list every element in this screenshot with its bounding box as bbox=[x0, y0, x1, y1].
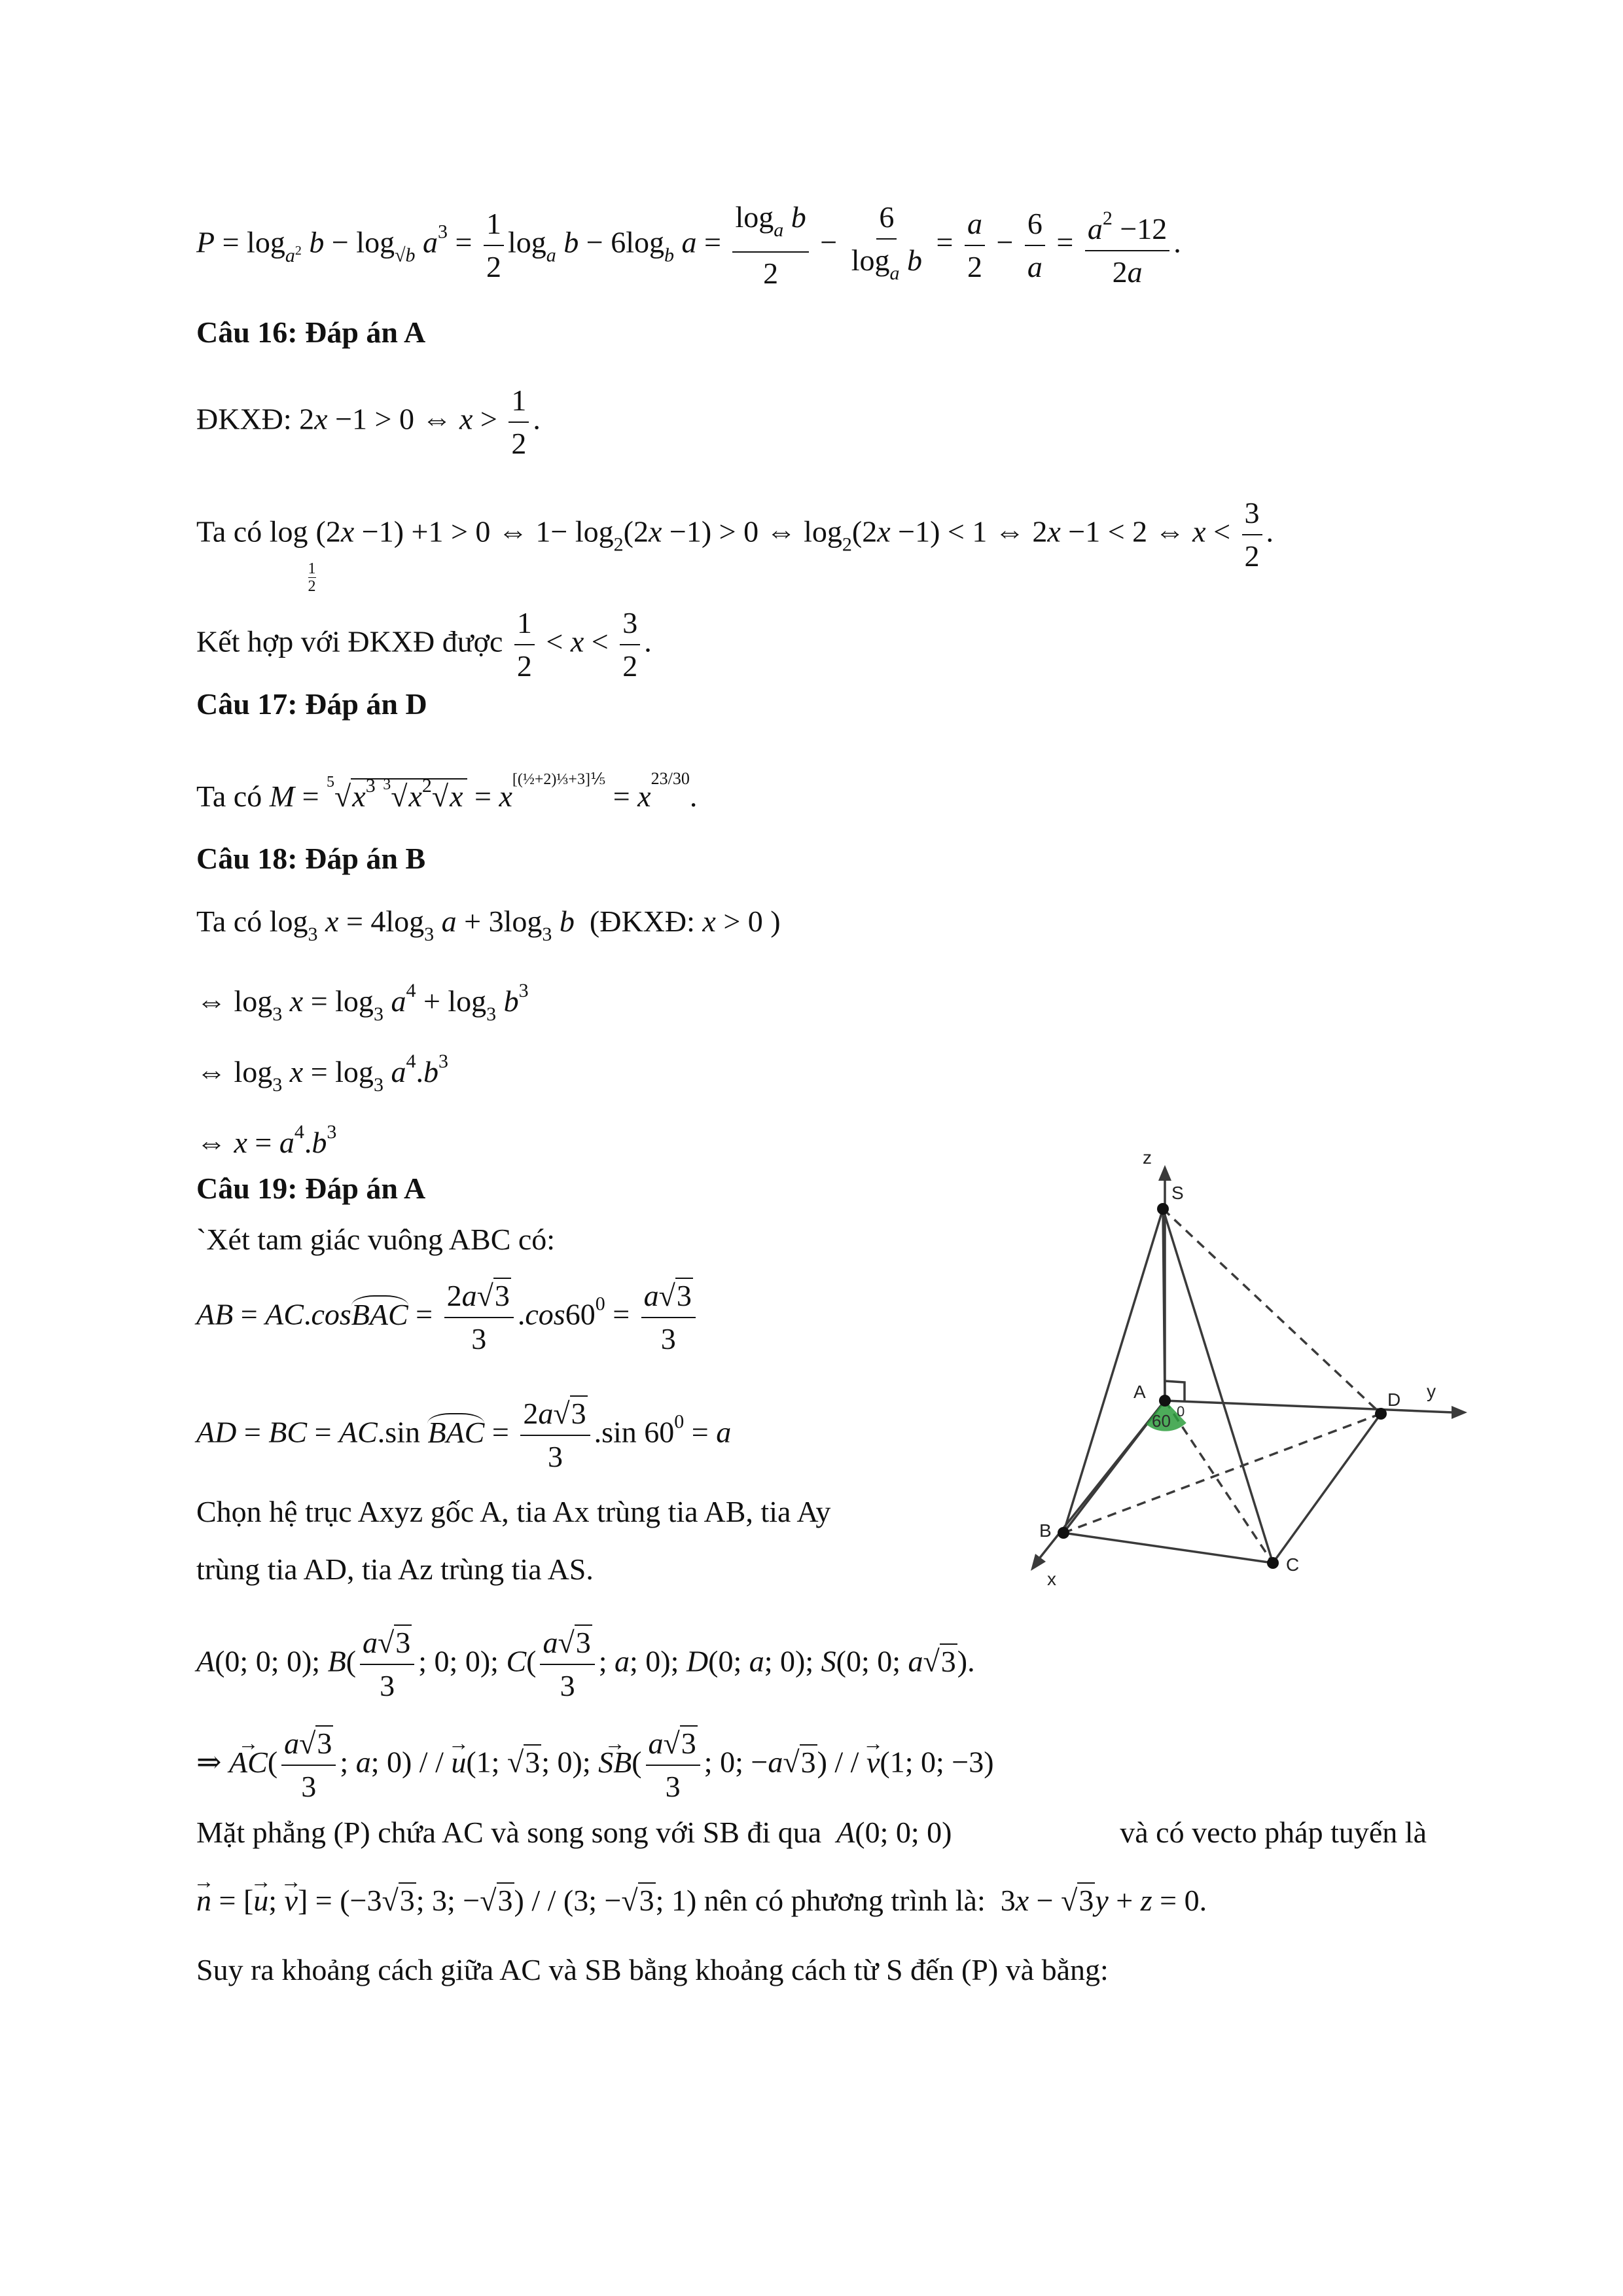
q19-ab-expression: AB = AC.cosBAC = $\frac{2a√3}{3}$ $.\cos 60^0$ = $\frac{a√3}{3}$ bbox=[196, 1275, 700, 1360]
label-a: A bbox=[1133, 1382, 1146, 1402]
angle-degree-label: 0 bbox=[1177, 1403, 1185, 1420]
q17-title: Câu 17: Đáp án D bbox=[196, 687, 427, 721]
label-c: C bbox=[1286, 1554, 1300, 1575]
q16-inequality: Ta có log $_{\frac{1}{2}}$ (2x −1) +1 > 0 ⇔ $1- \log_2(2x -1) > 0$ ⇔ $\log_2(2x -1) < 1$ ⇔ 2x −1 < 2 ⇔ x < $\frac{3}{2}$ . bbox=[196, 492, 1274, 595]
label-y: y bbox=[1427, 1381, 1436, 1401]
q19-title: Câu 19: Đáp án A bbox=[196, 1172, 426, 1205]
pyramid-figure bbox=[995, 1139, 1479, 1597]
q16-title: Câu 16: Đáp án A bbox=[196, 315, 426, 349]
edge-sc bbox=[1163, 1209, 1273, 1563]
label-x: x bbox=[1047, 1569, 1056, 1589]
edge-bd bbox=[1063, 1414, 1381, 1533]
label-b: B bbox=[1039, 1520, 1052, 1541]
q19-normal-line: → n = [→ u; → v] = (−3√3; 3; −√3) / / (3; −√3; 1) nên có phương trình là: 3x − √3y + z = 0. bbox=[196, 1881, 1207, 1920]
point-d bbox=[1375, 1408, 1387, 1420]
label-z: z bbox=[1143, 1147, 1152, 1168]
x-axis-arrowhead bbox=[1031, 1554, 1046, 1571]
q19-vectors: ⇒ → AC( $\frac{a√3}{3}$ ; a; 0) / / → u(1; √3; 0); → SB( $\frac{a√3}{3}$ ; 0; −a√3) / / → v(1; 0; −3) bbox=[196, 1723, 994, 1808]
q16-combine-label: Kết hợp với ĐKXĐ được bbox=[196, 624, 503, 658]
q17-expression: Ta có $M = ^5√x^3$ $^3√x^2√x = x^{[(\frac{1}{2}+2)\frac{1}{3}+3]\frac{1}{5}} = x^{23/30}$. bbox=[196, 769, 698, 813]
label-s: S bbox=[1171, 1183, 1184, 1203]
edge-sb bbox=[1063, 1209, 1163, 1533]
q17-ta-co: Ta có bbox=[196, 780, 262, 813]
label-d: D bbox=[1387, 1390, 1401, 1410]
figure-lines bbox=[1031, 1165, 1467, 1571]
q19-plane-line1-a: Mặt phẳng (P) chứa AC và song song với SB đi qua bbox=[196, 1816, 822, 1849]
point-a bbox=[1159, 1395, 1171, 1407]
point-b bbox=[1058, 1527, 1069, 1539]
point-c bbox=[1267, 1557, 1279, 1569]
q18-line1: Ta có $\log_3 x = 4\log_3$ $a + 3\log_3$ b (ĐKXĐ: x > 0 ) bbox=[196, 905, 781, 945]
q19-normal-text: nên có phương trình là: bbox=[704, 1884, 986, 1917]
q16-dkxd: ĐKXĐ: 2x −1 > 0 ⇔ x > $\frac{1}{2}$ . bbox=[196, 380, 541, 465]
q16-combine: Kết hợp với ĐKXĐ được $\frac{1}{2}$ < x < $\frac{3}{2}$ . bbox=[196, 602, 652, 687]
q18-line2: ⇔ $\log_3 x = \log_3 a^4 + \log_3 b^3$ bbox=[196, 980, 529, 1025]
q18-ta-co: Ta có bbox=[196, 905, 262, 938]
q19-axes-line2: trùng tia AD, tia Az trùng tia AS. bbox=[196, 1552, 594, 1586]
edge-bc bbox=[1063, 1533, 1273, 1563]
q16-ta-co: Ta có bbox=[196, 514, 262, 548]
y-axis bbox=[1165, 1401, 1453, 1412]
angle-label: 60 bbox=[1152, 1411, 1171, 1431]
q18-line4: ⇔ $x = a^4.b^3$ bbox=[196, 1121, 337, 1159]
point-s bbox=[1157, 1203, 1169, 1215]
q19-conclusion: Suy ra khoảng cách giữa AC và SB bằng khoảng cách từ S đến (P) và bằng: bbox=[196, 1953, 1109, 1986]
z-axis-arrowhead bbox=[1158, 1165, 1171, 1181]
header-formula: $P = \log_{a^2} b - \log_{√b} a^3$ = $\frac{1}{2}$ $\log_a b - 6\log_b$ a = $\frac{\log_a b}{2}$ − $\frac{6}{\log_a b}$ = $\frac{a}{2}$ − $\frac{6}{a}$ = $\frac{a^2 -12}{2a}$ . bbox=[196, 196, 1181, 295]
q19-ad-expression: AD = BC = AC.sin BAC = $\frac{2a√3}{3}$ .sin $60^0 = a$ bbox=[196, 1393, 731, 1478]
q19-axes-line1: Chọn hệ trục Axyz gốc A, tia Ax trùng tia AB, tia Ay bbox=[196, 1495, 831, 1528]
q18-title: Câu 18: Đáp án B bbox=[196, 842, 426, 875]
q19-plane-line1: Mặt phẳng (P) chứa AC và song song với SB đi qua A(0; 0; 0) và có vecto pháp tuyến là bbox=[196, 1813, 1427, 1852]
q19-plane-line1-c: và có vecto pháp tuyến là bbox=[1120, 1816, 1427, 1849]
edge-cd bbox=[1273, 1414, 1381, 1563]
q19-coordinates: A(0; 0; 0); B( $\frac{a√3}{3}$ ; 0; 0); C( $\frac{a√3}{3}$ ; a; 0); D(0; a; 0); S(0; 0; a√3). bbox=[196, 1622, 975, 1707]
q18-line3: ⇔ $\log_3 x = \log_3 a^4.b^3$ bbox=[196, 1050, 448, 1096]
q19-intro: `Xét tam giác vuông ABC có: bbox=[196, 1223, 556, 1256]
q16-dkxd-label: ĐKXĐ: bbox=[196, 402, 292, 436]
y-axis-arrowhead bbox=[1452, 1406, 1467, 1419]
